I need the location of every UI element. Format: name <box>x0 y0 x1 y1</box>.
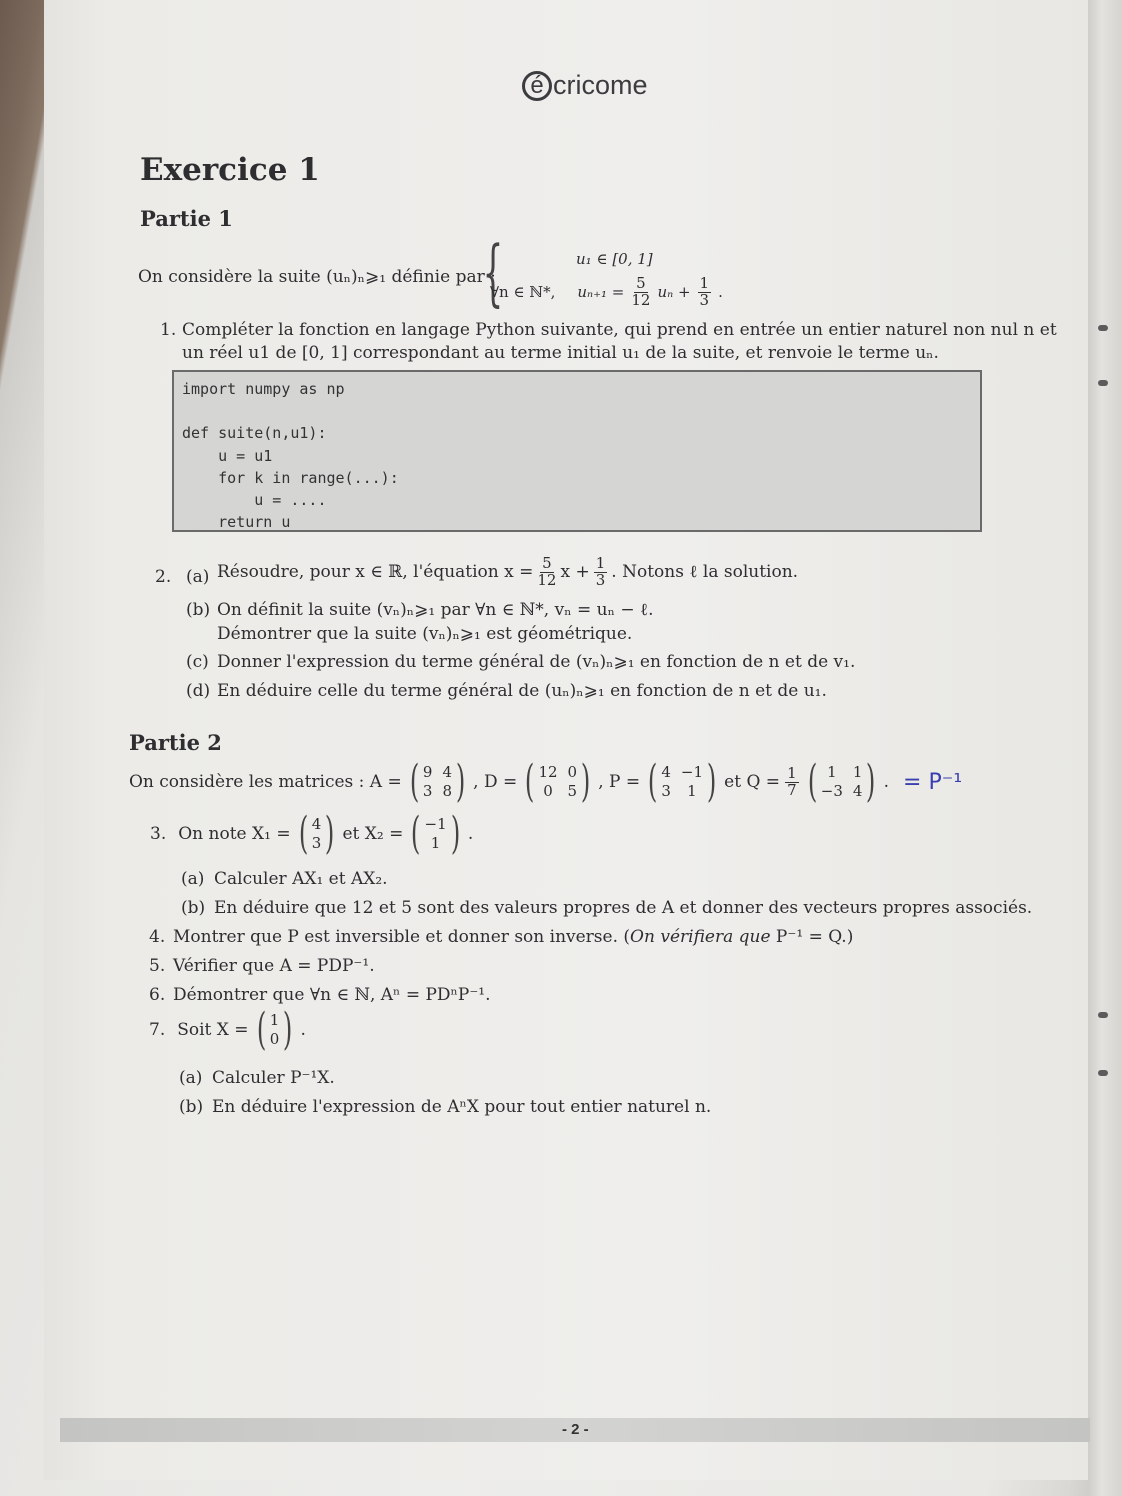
q2b-line2: Démontrer que la suite (vₙ)ₙ⩾₁ est géométrique. <box>217 624 633 644</box>
exercise-title: Exercice 1 <box>140 152 320 188</box>
q2b-line1: On définit la suite (vₙ)ₙ⩾₁ par ∀n ∈ ℕ*, vₙ = uₙ − ℓ. <box>217 600 654 620</box>
matrices-intro: On considère les matrices : A = <box>129 772 402 792</box>
matrix-entry: 4 <box>852 782 863 800</box>
q1-number: 1. <box>160 320 177 340</box>
q2d-label: (d) <box>186 681 211 701</box>
fraction-1-3 <box>594 556 608 589</box>
q2a-label: (a) <box>186 567 210 587</box>
frac-den: 12 <box>537 570 557 589</box>
q7a-text: Calculer P⁻¹X. <box>212 1068 335 1088</box>
vector-X1: ( 4 3 ) <box>298 808 335 859</box>
q3b-text: En déduire que 12 et 5 sont des valeurs propres de A et donner des vecteurs propres associés. <box>214 898 1033 918</box>
vector-X: ( 1 0 ) <box>256 1004 293 1055</box>
partie1-heading: Partie 1 <box>140 206 233 231</box>
frac-num: 1 <box>595 554 606 572</box>
python-code: import numpy as np def suite(n,u1): u = u1 for k in range(...): u = .... return u <box>182 380 399 532</box>
vector-entry: −1 <box>424 815 447 834</box>
vector-entry: 4 <box>311 815 322 834</box>
matrix-A: ( 9 4 3 8 ) <box>409 756 466 807</box>
q2b-label: (b) <box>186 600 211 620</box>
q6-text: Démontrer que ∀n ∈ ℕ, Aⁿ = PDⁿP⁻¹. <box>173 985 491 1005</box>
frac-den: 3 <box>699 290 710 309</box>
matrix-entry: 3 <box>422 782 433 800</box>
q7a-label: (a) <box>179 1068 203 1088</box>
q3-line: 3. On note X₁ = ( 4 3 ) et X₂ = ( −1 1 ) . <box>150 808 474 859</box>
q3a-label: (a) <box>181 869 205 889</box>
q3a-text: Calculer AX₁ et AX₂. <box>214 869 388 889</box>
frac-den: 7 <box>787 780 797 799</box>
matrix-D: ( 12 0 0 5 ) <box>525 756 591 807</box>
q2-number: 2. <box>155 567 172 587</box>
frac-num: 1 <box>699 274 710 292</box>
matrix-entry: 1 <box>827 763 837 782</box>
page-number: - 2 - <box>562 1421 589 1438</box>
q2a-text <box>217 556 798 589</box>
q7-number: 7. <box>149 1020 166 1040</box>
q2c-text: Donner l'expression du terme général de (vₙ)ₙ⩾₁ en fonction de n et de v₁. <box>217 652 856 672</box>
matrix-entry: 0 <box>543 782 553 800</box>
matrix-entry: 1 <box>687 782 697 800</box>
frac-den: 12 <box>631 290 651 309</box>
matrix-P: ( 4 −1 3 1 ) <box>648 756 717 807</box>
fraction-1-3 <box>698 276 712 309</box>
q2a-pre: Résoudre, pour x ∈ ℝ, l'équation x = <box>217 562 534 583</box>
q7-pre: Soit X = <box>177 1020 249 1040</box>
q4-italic: On vérifiera que <box>630 927 771 947</box>
matrix-entry: 5 <box>567 782 578 800</box>
q4-number: 4. <box>149 927 166 947</box>
matrix-entry: −1 <box>680 763 703 782</box>
q4-text <box>173 927 853 947</box>
q2a-mid: x + <box>560 562 590 583</box>
matrix-D-label: , D = <box>473 772 518 792</box>
matrix-entry: 0 <box>567 763 578 782</box>
vector-entry: 1 <box>269 1011 280 1030</box>
system-line2: ∀n ∈ ℕ*, uₙ₊₁ = $\frac{5}{12}$ uₙ + $\frac{1}{3}$ . <box>490 274 723 309</box>
q2a-post: . Notons ℓ la solution. <box>611 562 799 583</box>
system-line1: u₁ ∈ [0, 1] <box>576 250 653 268</box>
binding-hole <box>1098 1012 1108 1018</box>
logo-mark-icon: é <box>522 71 552 101</box>
vector-entry: 1 <box>430 834 441 852</box>
q2c-label: (c) <box>186 652 209 672</box>
q3-number: 3. <box>150 824 167 844</box>
matrix-entry: 4 <box>661 763 671 782</box>
logo-text: cricome <box>553 70 648 100</box>
vector-entry: 0 <box>269 1030 280 1048</box>
partie1-intro: On considère la suite (uₙ)ₙ⩾₁ définie par : <box>138 267 496 287</box>
system-recurrence-un: uₙ + <box>657 283 691 302</box>
q2d-text: En déduire celle du terme général de (uₙ)ₙ⩾₁ en fonction de n et de u₁. <box>217 681 827 701</box>
q3-mid: et X₂ = <box>342 824 404 844</box>
q7-line: 7. Soit X = ( 1 0 ) . <box>149 1004 306 1055</box>
system-recurrence-lhs: uₙ₊₁ = <box>577 283 625 302</box>
q4-end: P⁻¹ = Q.) <box>770 927 854 947</box>
matrix-entry: 3 <box>661 782 671 800</box>
binding-hole <box>1098 325 1108 331</box>
matrix-entry: 1 <box>852 763 863 782</box>
system-forall: ∀n ∈ ℕ*, <box>490 283 556 302</box>
matrix-Q-label: et Q = <box>724 772 781 792</box>
q5-text: Vérifier que A = PDP⁻¹. <box>173 956 375 976</box>
matrix-Q: ( 1 1 −3 4 ) <box>807 756 876 807</box>
fraction-5-12 <box>537 556 556 589</box>
matrices-line: On considère les matrices : A = ( 9 4 3 8 ) , D = ( 12 0 0 5 ) , P = ( 4 −1 3 1 ) et Q = $\frac{1}{7}$ ( 1 1 −3 4 ) . = P⁻¹ <box>129 756 963 807</box>
frac-num: 1 <box>787 763 797 782</box>
binding-hole <box>1098 380 1108 386</box>
fraction-1-7 <box>785 763 799 799</box>
q1-line1: Compléter la fonction en langage Python suivante, qui prend en entrée un entier naturel non nul n et <box>182 320 1057 340</box>
frac-num: 5 <box>636 274 646 292</box>
binding-hole <box>1098 1070 1108 1076</box>
matrix-entry: 12 <box>538 763 558 782</box>
python-code-box <box>172 370 982 532</box>
frac-den: 3 <box>595 570 606 589</box>
matrix-entry: −3 <box>820 782 843 800</box>
q3-pre: On note X₁ = <box>178 824 291 844</box>
vector-X2: ( −1 1 ) <box>411 808 460 859</box>
frac-num: 5 <box>542 554 552 572</box>
matrix-P-label: , P = <box>598 772 641 792</box>
next-page-edge <box>1088 0 1122 1496</box>
q4-main: Montrer que P est inversible et donner son inverse. ( <box>173 927 631 947</box>
q7b-text: En déduire l'expression de AⁿX pour tout entier naturel n. <box>212 1097 712 1117</box>
q6-number: 6. <box>149 985 166 1005</box>
partie2-heading: Partie 2 <box>129 730 222 755</box>
system-brace: { <box>482 230 504 314</box>
q1-line2: un réel u1 de [0, 1] correspondant au terme initial u₁ de la suite, et renvoie le terme uₙ. <box>182 343 939 363</box>
ecricome-logo <box>522 70 648 101</box>
q7b-label: (b) <box>179 1097 204 1117</box>
q5-number: 5. <box>149 956 166 976</box>
fraction-5-12 <box>631 276 650 309</box>
vector-entry: 3 <box>311 834 322 852</box>
matrix-entry: 9 <box>422 763 433 782</box>
handwritten-annotation: = P⁻¹ <box>903 769 963 795</box>
matrix-entry: 8 <box>442 782 452 800</box>
q3b-label: (b) <box>181 898 206 918</box>
matrix-entry: 4 <box>442 763 452 782</box>
